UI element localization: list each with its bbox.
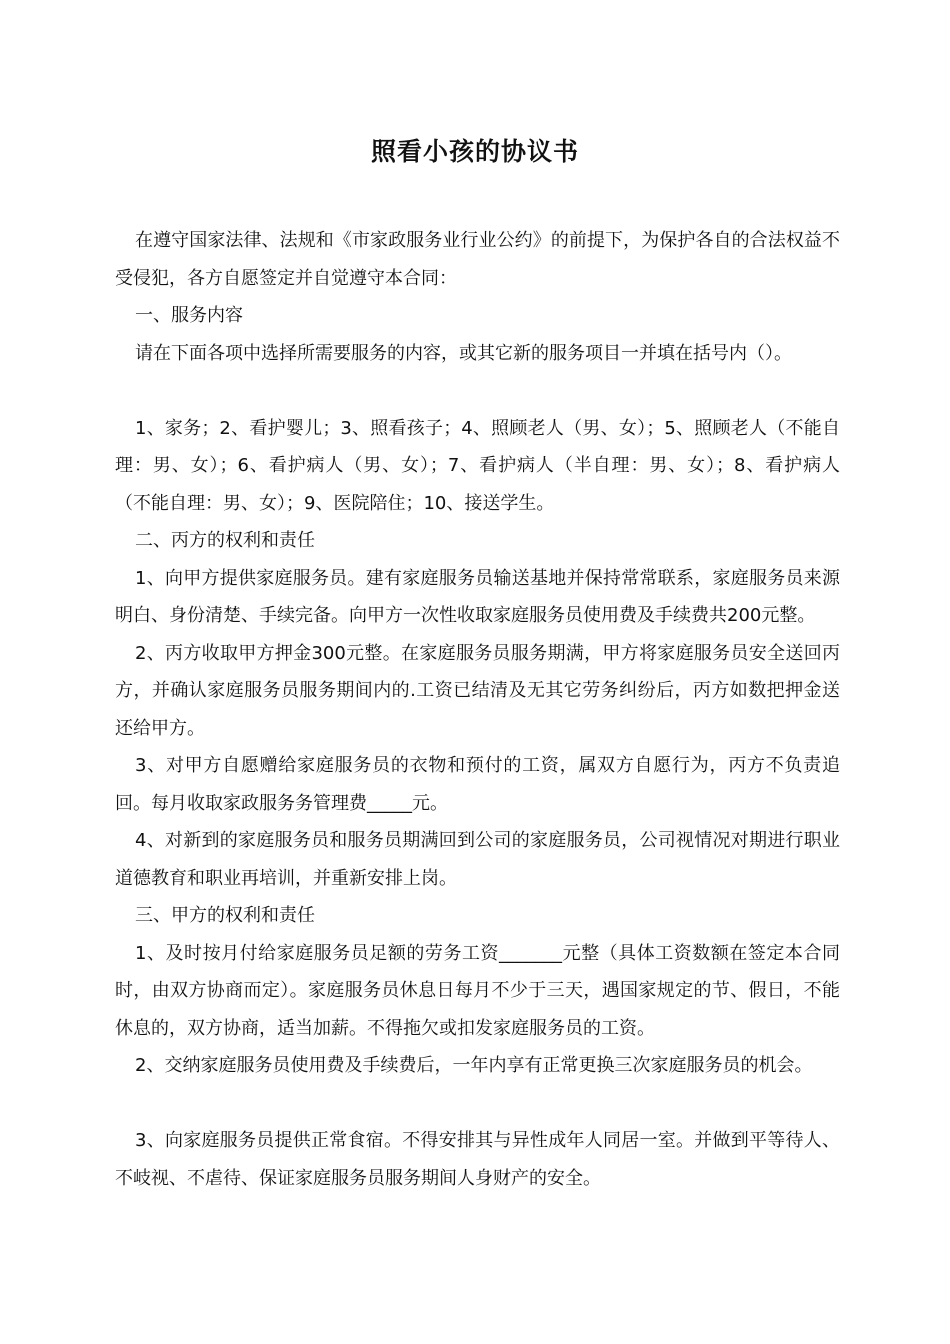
service-items-list: 1、家务；2、看护婴儿；3、照看孩子；4、照顾老人（男、女）；5、照顾老人（不能自理：男、女）；6、看护病人（男、女）；7、看护病人（半自理：男、女）；8、看护病人（不能自理：男、女）；9、医院陪住；10、接送学生。: [115, 417, 840, 514]
document-body: [115, 222, 840, 1197]
party-a-clause-1: 1、及时按月付给家庭服务员足额的劳务工资_______元整（具体工资数额在签定本合同时，由双方协商而定）。家庭服务员休息日每月不少于三天，遇国家规定的节、假日，不能休息的，双方协商，适当加薪。不得拖欠或扣发家庭服务员的工资。: [115, 942, 840, 1039]
party-c-clause-4: 4、对新到的家庭服务员和服务员期满回到公司的家庭服务员，公司视情况对期进行职业道德教育和职业再培训，并重新安排上岗。: [115, 830, 840, 889]
party-c-clause-1: 1、向甲方提供家庭服务员。建有家庭服务员输送基地并保持常常联系，家庭服务员来源明白、身份清楚、手续完备。向甲方一次性收取家庭服务员使用费及手续费共200元整。: [115, 567, 840, 626]
party-c-clause-2: 2、丙方收取甲方押金300元整。在家庭服务员服务期满，甲方将家庭服务员安全送回丙方，并确认家庭服务员服务期间内的.工资已结清及无其它劳务纠纷后，丙方如数把押金送还给甲方。: [115, 642, 840, 739]
paragraph-gap: [115, 1085, 840, 1123]
party-c-clause-3: 3、对甲方自愿赠给家庭服务员的衣物和预付的工资，属双方自愿行为，丙方不负责追回。每月收取家政服务务管理费_____元。: [115, 755, 840, 814]
section-heading-party-c: 二、丙方的权利和责任: [135, 530, 315, 551]
paragraph-gap: [115, 372, 840, 410]
party-a-clause-2: 2、交纳家庭服务员使用费及手续费后，一年内享有正常更换三次家庭服务员的机会。: [135, 1055, 813, 1076]
party-a-clause-3: 3、向家庭服务员提供正常食宿。不得安排其与异性成年人同居一室。并做到平等待人、不岐视、不虐待、保证家庭服务员服务期间人身财产的安全。: [115, 1130, 840, 1189]
intro-paragraph: 在遵守国家法律、法规和《市家政服务业行业公约》的前提下，为保护各自的合法权益不受侵犯，各方自愿签定并自觉遵守本合同：: [115, 230, 840, 289]
section-heading-service-content: 一、服务内容: [135, 305, 243, 326]
document-title: 照看小孩的协议书: [370, 137, 579, 166]
service-selection-instruction: 请在下面各项中选择所需要服务的内容，或其它新的服务项目一并填在括号内（）。: [135, 342, 792, 364]
section-heading-party-a: 三、甲方的权利和责任: [135, 905, 315, 926]
